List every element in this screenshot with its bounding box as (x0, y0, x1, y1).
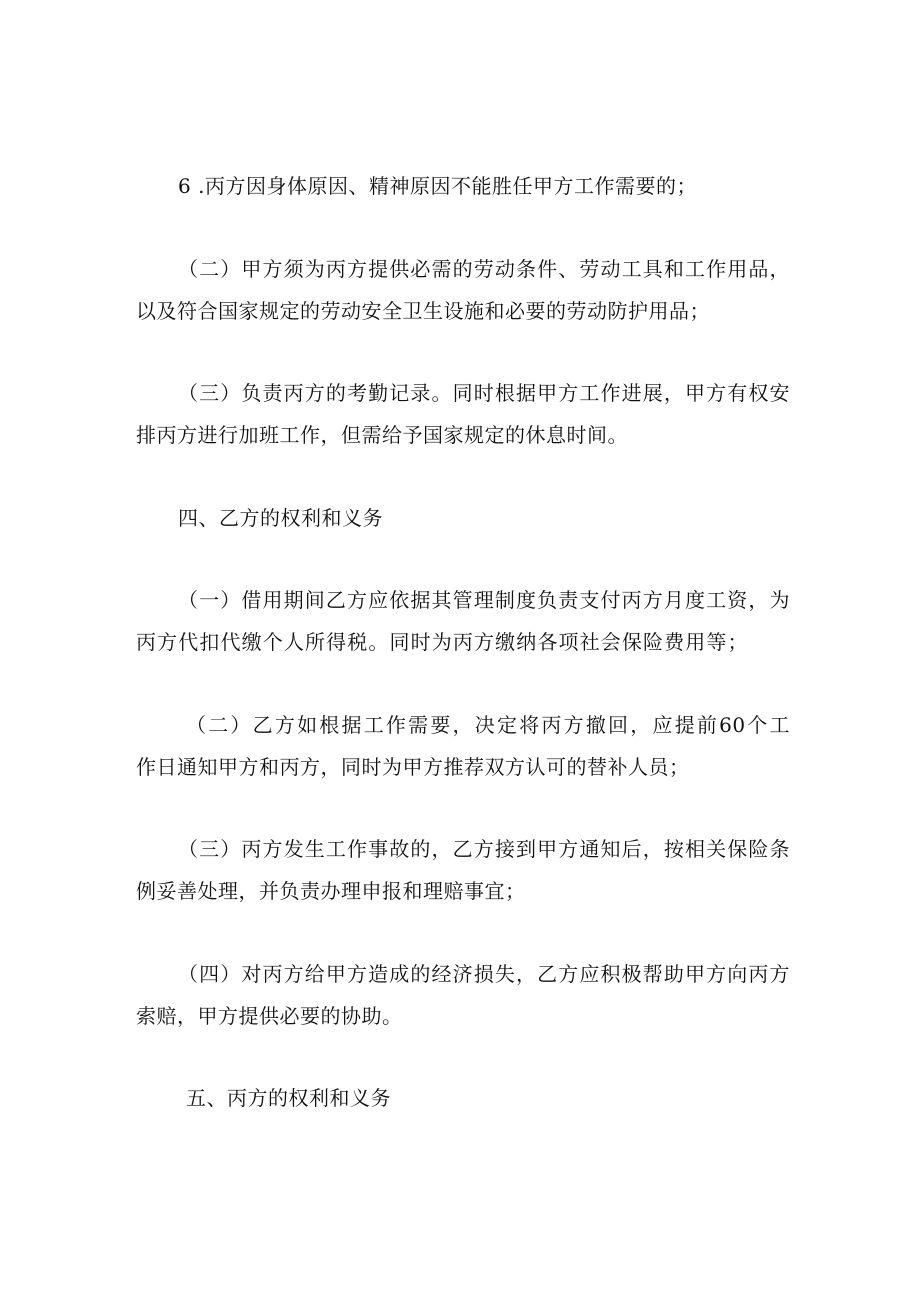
clause-yi-3-line2: 例妥善处理，并负责办理申报和理赔事宜； (136, 879, 526, 903)
clause-yi-1-line1: （一）借用期间乙方应依据其管理制度负责支付丙方月度工资，为 (178, 588, 790, 612)
clause-yi-2-line2: 作日通知甲方和丙方，同时为甲方推荐双方认可的替补人员； (136, 755, 690, 779)
clause-yi-4-line1: （四）对丙方给甲方造成的经济损失，乙方应积极帮助甲方向丙方 (178, 962, 790, 986)
clause-yi-4-line2: 索赔，甲方提供必要的协助。 (136, 1004, 403, 1028)
clause-yi-3-line1: （三）丙方发生工作事故的，乙方接到甲方通知后，按相关保险条 (178, 837, 790, 861)
clause-yi-2-line1: （二）乙方如根据工作需要，决定将丙方撤回，应提前60个工 (186, 713, 790, 737)
clause-jia-3-line2: 排丙方进行加班工作，但需给予国家规定的休息时间。 (136, 423, 628, 447)
clause-jia-3-line1: （三）负责丙方的考勤记录。同时根据甲方工作进展，甲方有权安 (178, 381, 790, 405)
clause-jia-2-line2: 以及符合国家规定的劳动安全卫生设施和必要的劳动防护用品； (136, 299, 710, 323)
clause-item-6: 6 .丙方因身体原因、精神原因不能胜任甲方工作需要的； (178, 174, 697, 198)
clause-jia-2-line1: （二）甲方须为丙方提供必需的劳动条件、劳动工具和工作用品， (178, 257, 790, 281)
section-heading-5: 五、丙方的权利和义务 (186, 1086, 391, 1110)
clause-yi-1-line2: 丙方代扣代缴个人所得税。同时为丙方缴纳各项社会保险费用等； (136, 630, 748, 654)
section-heading-4: 四、乙方的权利和义务 (178, 506, 383, 530)
